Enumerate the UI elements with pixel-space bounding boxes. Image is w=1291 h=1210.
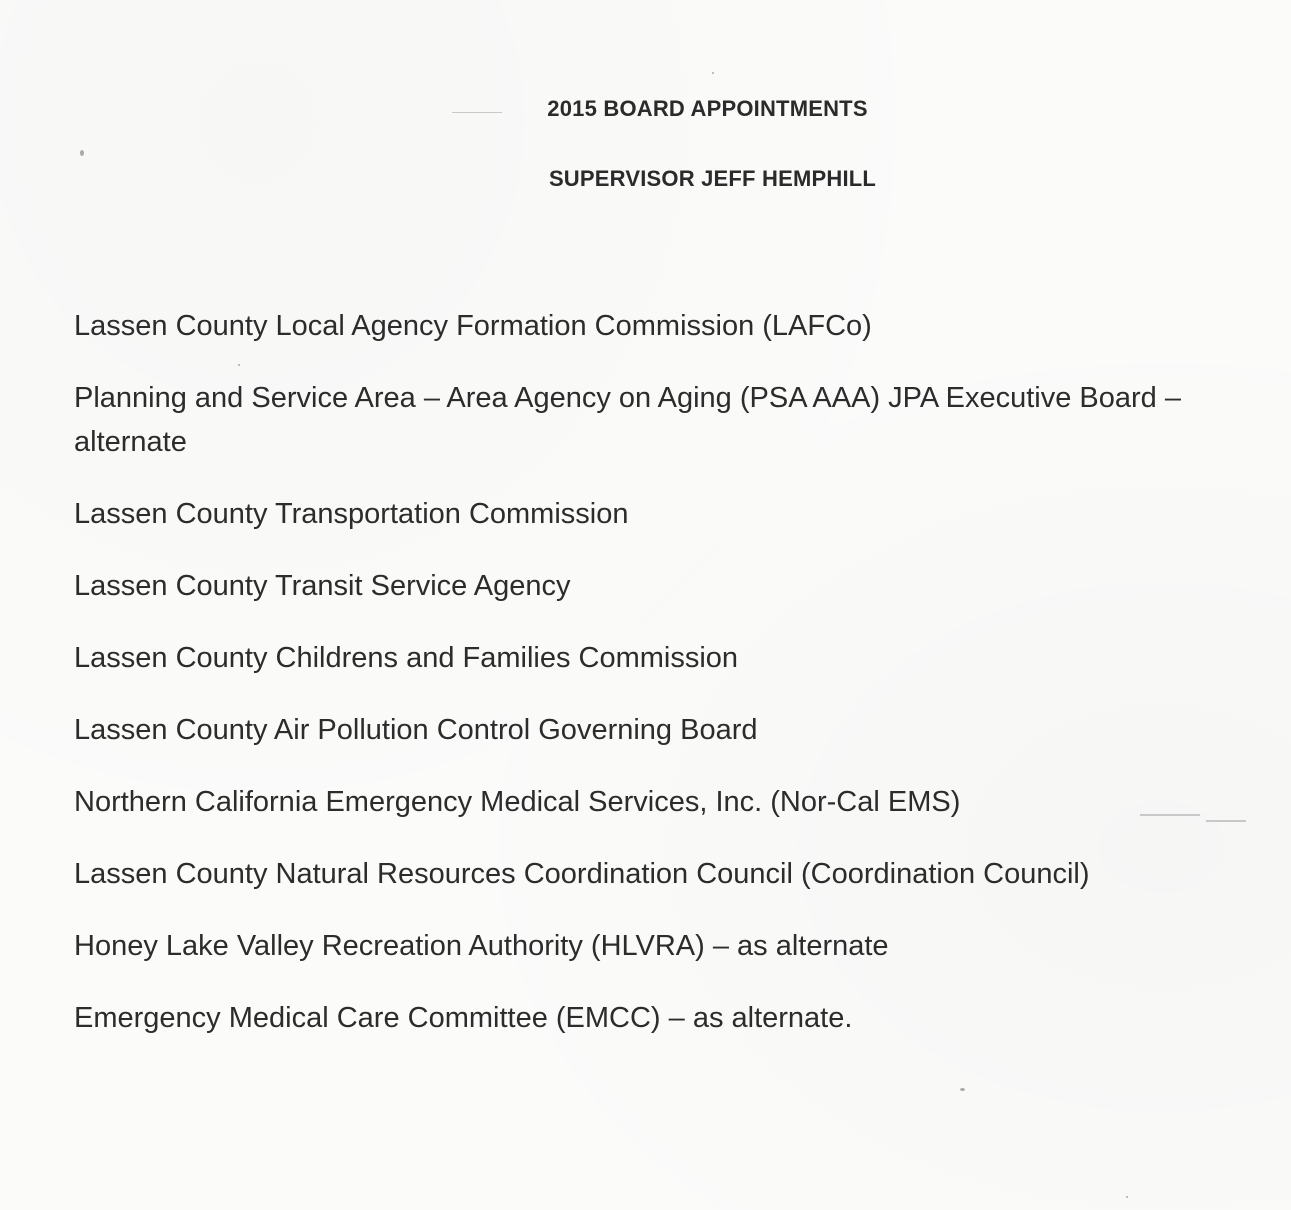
scan-streak [1140,814,1200,816]
appointment-item: Lassen County Transportation Commission [74,498,629,530]
scan-streak [452,112,502,113]
scan-streak [1206,820,1246,822]
document-title: 2015 BOARD APPOINTMENTS [547,96,868,121]
appointment-list [74,304,1284,1068]
appointment-item: Northern California Emergency Medical Services, Inc. (Nor-Cal EMS) [74,786,961,818]
appointment-item: Lassen County Local Agency Formation Commission (LAFCo) [74,310,872,342]
appointment-item: Planning and Service Area – Area Agency on Aging (PSA AAA) JPA Executive Board – alternate [74,382,1181,458]
scan-speck [238,364,240,366]
appointment-item: Lassen County Natural Resources Coordination Council (Coordination Council) [74,858,1090,890]
appointment-item: Honey Lake Valley Recreation Authority (HLVRA) – as alternate [74,930,889,962]
appointment-item: Lassen County Childrens and Families Commission [74,642,739,674]
appointment-item: Lassen County Air Pollution Control Governing Board [74,714,758,746]
appointment-item: Emergency Medical Care Committee (EMCC) – as alternate. [74,1002,853,1034]
scan-speck [960,1088,965,1091]
appointment-item: Lassen County Transit Service Agency [74,570,571,602]
scan-speck [1126,1196,1128,1198]
scan-speck [712,72,714,74]
scan-speck [80,150,84,156]
document-subtitle: SUPERVISOR JEFF HEMPHILL [548,166,877,191]
